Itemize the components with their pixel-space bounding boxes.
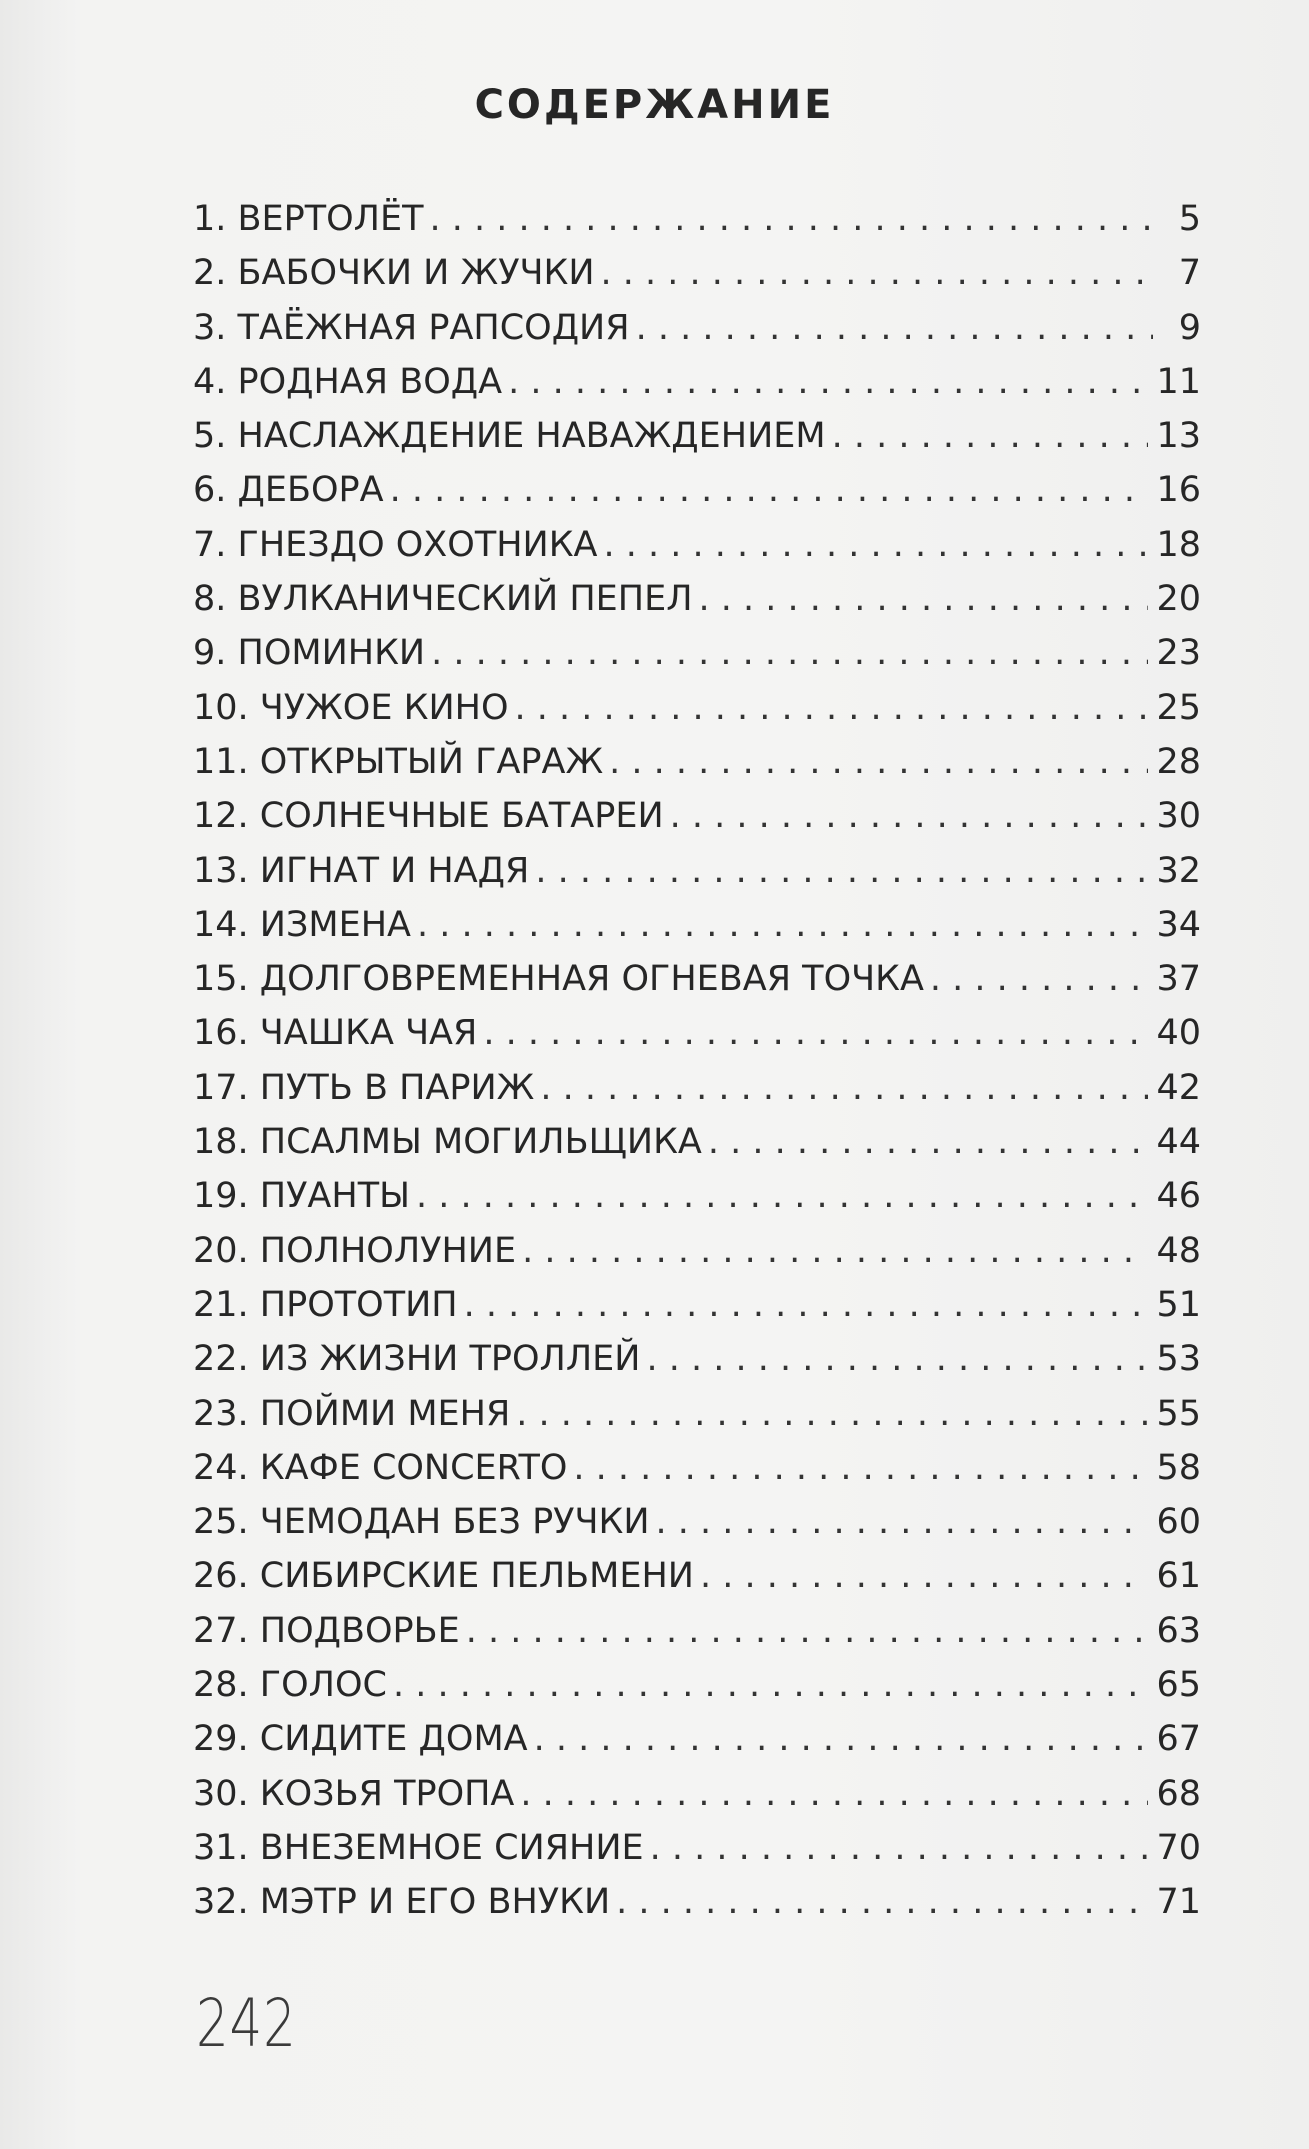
dot-leader [670,789,1149,843]
toc-entry-page: 11 [1156,361,1201,402]
toc-entry-title: 9. ПОМИНКИ [193,633,426,674]
toc-entry [193,1278,1201,1332]
toc-entry [193,1549,1201,1603]
toc-entry [193,1061,1201,1115]
toc-entry [193,952,1201,1006]
toc-entry-title: 25. ЧЕМОДАН БЕЗ РУЧКИ [193,1502,650,1543]
toc-entry [193,844,1201,898]
dot-leader [522,1224,1148,1278]
toc-entry-page: 30 [1156,796,1201,837]
toc-entry-title: 11. ОТКРЫТЫЙ ГАРАЖ [193,741,604,782]
dot-leader [431,626,1148,680]
dot-leader [430,192,1154,246]
toc-entry-title: 31. ВНЕЗЕМНОЕ СИЯНИЕ [193,1827,644,1868]
toc-entry-title: 5. НАСЛАЖДЕНИЕ НАВАЖДЕНИЕМ [193,416,826,457]
toc-entry-title: 18. ПСАЛМЫ МОГИЛЬЩИКА [193,1122,702,1163]
toc-entry-title: 6. ДЕБОРА [193,470,384,511]
dot-leader [534,1712,1149,1766]
dot-leader [416,1169,1148,1223]
toc-entry-page: 7 [1178,253,1201,294]
toc-entry-page: 71 [1156,1882,1201,1923]
dot-leader [604,518,1149,572]
toc-entry-page: 53 [1156,1339,1201,1380]
toc-entry-title: 13. ИГНАТ И НАДЯ [193,850,530,891]
toc-entry [193,1604,1201,1658]
dot-leader [700,1549,1148,1603]
toc-entry [193,1712,1201,1766]
toc-entry-page: 32 [1156,850,1201,891]
toc-entry-page: 40 [1156,1013,1201,1054]
page-number: 242 [196,1985,297,2062]
toc-entry-page: 5 [1178,199,1201,239]
toc-entry-title: 4. РОДНАЯ ВОДА [193,361,503,402]
toc-entry-title: 7. ГНЕЗДО ОХОТНИКА [193,524,598,565]
toc-entry [193,409,1201,463]
toc-entry [193,1169,1201,1223]
toc-entry-title: 21. ПРОТОТИП [193,1284,458,1325]
toc-entry-title: 14. ИЗМЕНА [193,904,411,945]
toc-entry-page: 9 [1178,307,1201,348]
dot-leader [616,1875,1148,1929]
toc-entry [193,1332,1201,1386]
dot-leader [516,1387,1148,1441]
toc-entry-page: 55 [1156,1393,1201,1434]
toc-entry-title: 26. СИБИРСКИЕ ПЕЛЬМЕНИ [193,1556,694,1597]
toc-entry [193,572,1201,626]
dot-leader [646,1332,1148,1386]
dot-leader [656,1495,1149,1549]
toc-entry-title: 27. ПОДВОРЬЕ [193,1610,460,1651]
toc-heading: СОДЕРЖАНИЕ [474,82,835,128]
toc-entry-page: 63 [1156,1610,1201,1651]
toc-entry [193,192,1201,246]
toc-entry [193,1387,1201,1441]
toc-entry-page: 67 [1156,1719,1201,1760]
toc-entry-title: 12. СОЛНЕЧНЫЕ БАТАРЕИ [193,796,664,837]
dot-leader [508,355,1148,409]
toc-entry-title: 16. ЧАШКА ЧАЯ [193,1013,478,1054]
toc-entry-page: 60 [1156,1502,1201,1543]
toc-entry-page: 70 [1156,1827,1201,1868]
dot-leader [832,409,1149,463]
toc-entry [193,1441,1201,1495]
toc-entry-title: 3. ТАЁЖНАЯ РАПСОДИЯ [193,307,630,348]
toc-entry-page: 34 [1156,904,1201,945]
toc-entry-title: 15. ДОЛГОВРЕМЕННАЯ ОГНЕВАЯ ТОЧКА [193,959,924,1000]
toc-entry-page: 18 [1156,524,1201,565]
toc-entry [193,1224,1201,1278]
toc-entry-page: 61 [1156,1556,1201,1597]
toc-entry [193,1767,1201,1821]
toc-entry-page: 37 [1156,959,1201,1000]
toc-entry-page: 44 [1156,1122,1201,1163]
toc-entry-page: 42 [1156,1067,1201,1108]
toc-entry-title: 23. ПОЙМИ МЕНЯ [193,1393,511,1434]
dot-leader [390,463,1149,517]
toc-entry [193,518,1201,572]
toc-entry-title: 32. МЭТР И ЕГО ВНУКИ [193,1882,611,1923]
dot-leader [601,246,1153,300]
toc-entry-title: 20. ПОЛНОЛУНИЕ [193,1230,517,1271]
toc-entry-page: 25 [1156,687,1201,728]
dot-leader [393,1658,1148,1712]
dot-leader [520,1767,1148,1821]
toc-entry [193,1821,1201,1875]
dot-leader [708,1115,1149,1169]
toc-entry-page: 46 [1156,1176,1201,1217]
toc-entry [193,463,1201,517]
toc-entry [193,789,1201,843]
dot-leader [535,844,1148,898]
toc-entry-title: 22. ИЗ ЖИЗНИ ТРОЛЛЕЙ [193,1339,641,1380]
toc-entry [193,1006,1201,1060]
toc-entry-title: 28. ГОЛОС [193,1665,387,1706]
toc-entry [193,301,1201,355]
dot-leader [464,1278,1149,1332]
toc-entry-page: 13 [1156,416,1201,457]
dot-leader [483,1006,1148,1060]
toc-entry [193,1115,1201,1169]
dot-leader [466,1604,1149,1658]
table-of-contents [193,192,1201,1930]
toc-entry-title: 17. ПУТЬ В ПАРИЖ [193,1067,535,1108]
toc-entry [193,1875,1201,1929]
toc-entry [193,246,1201,300]
toc-entry [193,1495,1201,1549]
dot-leader [636,301,1153,355]
dot-leader [515,681,1149,735]
toc-entry-title: 8. ВУЛКАНИЧЕСКИЙ ПЕПЕЛ [193,579,693,620]
toc-entry-title: 10. ЧУЖОЕ КИНО [193,687,509,728]
toc-entry-title: 29. СИДИТЕ ДОМА [193,1719,528,1760]
toc-entry-page: 16 [1156,470,1201,511]
toc-entry-title: 2. БАБОЧКИ И ЖУЧКИ [193,253,595,294]
dot-leader [930,952,1149,1006]
toc-entry-page: 65 [1156,1665,1201,1706]
toc-entry [193,681,1201,735]
dot-leader [650,1821,1149,1875]
toc-entry-title: 30. КОЗЬЯ ТРОПА [193,1773,515,1814]
toc-entry-title: 24. КАФЕ CONCERTO [193,1447,568,1488]
toc-entry-page: 58 [1156,1447,1201,1488]
dot-leader [540,1061,1148,1115]
toc-entry-page: 23 [1156,633,1201,674]
toc-entry [193,1658,1201,1712]
toc-entry [193,898,1201,952]
toc-entry-page: 20 [1156,579,1201,620]
dot-leader [699,572,1149,626]
toc-entry-page: 48 [1156,1230,1201,1271]
toc-entry [193,626,1201,680]
toc-entry-title: 19. ПУАНТЫ [193,1176,410,1217]
toc-entry [193,735,1201,789]
toc-entry-title: 1. ВЕРТОЛЁТ [193,199,424,239]
dot-leader [417,898,1148,952]
toc-entry-page: 68 [1156,1773,1201,1814]
toc-entry-page: 51 [1156,1284,1201,1325]
toc-entry [193,355,1201,409]
dot-leader [609,735,1148,789]
toc-entry-page: 28 [1156,741,1201,782]
dot-leader [573,1441,1148,1495]
